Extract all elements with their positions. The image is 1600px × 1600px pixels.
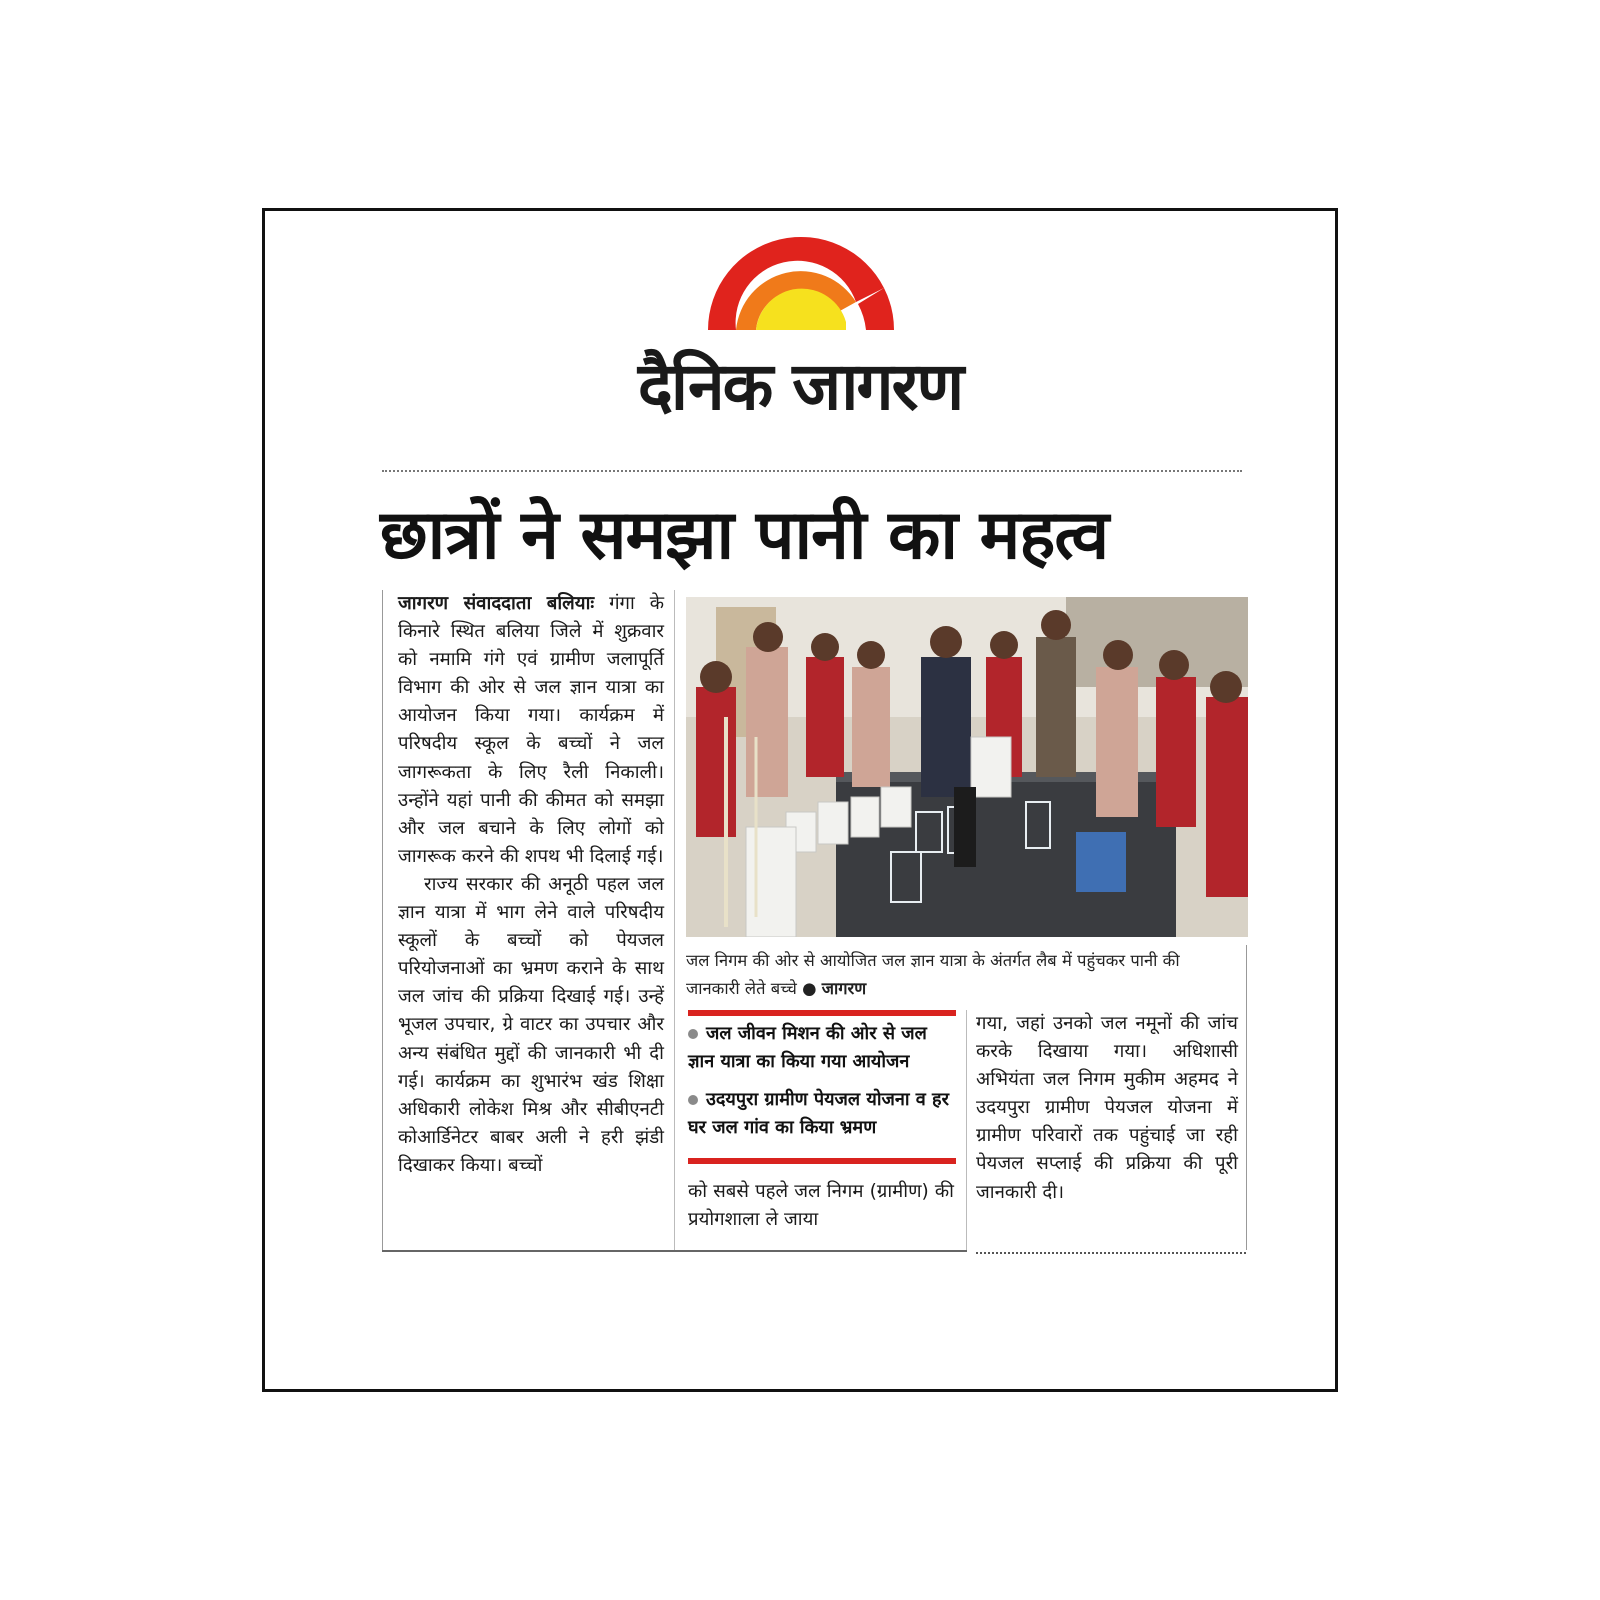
article-headline: छात्रों ने समझा पानी का महत्व [380, 496, 1109, 575]
highlight-bottom-bar [688, 1158, 956, 1164]
article-paragraph-1 [398, 590, 664, 871]
column-rule [1246, 945, 1247, 1250]
column-rule [674, 590, 675, 1250]
masthead-title: दैनिक जागरण [637, 348, 963, 425]
article-paragraph-2: राज्य सरकार की अनूठी पहल जल ज्ञान यात्रा में भाग लेने वाले परिषदीय स्कूलों के बच्चों को पेयजल परियोजनाओं का भ्रमण कराने के साथ जल जांच की प्रक्रिया दिखाई गई। उन्हें भूजल उपचार, ग्रे वाटर का उपचार और अन्य संबंधित मुद्दों की जानकारी भी दी गई। कार्यक्रम का शुभारंभ खंड शिक्षा अधिकारी लोकेश मिश्र और सीबीएनटी कोआर्डिनेटर बाबर अली ने हरी झंडी दिखाकर किया। बच्चों [398, 873, 664, 1176]
photo-credit: जागरण [821, 979, 867, 998]
photo-caption [686, 947, 1206, 1003]
article-column-1 [398, 590, 664, 1180]
article-column-2-continued: को सबसे पहले जल निगम (ग्रामीण) की प्रयोगशाला ले जाया [688, 1181, 954, 1231]
dainik-jagran-logo [706, 234, 896, 330]
lab-photo-illustration [686, 597, 1248, 937]
clip-bottom-edge [976, 1252, 1246, 1258]
bullet-icon [688, 1095, 698, 1105]
column-rule [966, 1010, 967, 1250]
caption-text: जल निगम की ओर से आयोजित जल ज्ञान यात्रा के अंतर्गत लैब में पहुंचकर पानी की जानकारी लेते बच्चे [686, 951, 1180, 998]
bottom-rule [382, 1250, 967, 1252]
highlight-item [688, 1086, 956, 1142]
highlight-text: जल जीवन मिशन की ओर से जल ज्ञान यात्रा का किया गया आयोजन [688, 1023, 927, 1072]
highlight-top-bar [688, 1010, 956, 1016]
clip-top-edge [382, 470, 1242, 478]
byline: जागरण संवाददाता बलियाः [398, 593, 595, 614]
highlight-item [688, 1020, 956, 1076]
article-column-3: गया, जहां उनको जल नमूनों की जांच करके दिखाया गया। अधिशासी अभियंता जल निगम मुकीम अहमद ने उदयपुरा ग्रामीण पेयजल योजना में ग्रामीण परिवारों तक पहुंचाई जा रही पेयजल सप्लाई की प्रक्रिया की पूरी जानकारी दी। [976, 1013, 1238, 1203]
bullet-icon [688, 1029, 698, 1039]
column-rule [382, 590, 383, 1250]
article-photo [686, 597, 1248, 937]
highlight-text: उदयपुरा ग्रामीण पेयजल योजना व हर घर जल गांव का किया भ्रमण [688, 1089, 949, 1138]
caption-bullet: ● [796, 979, 822, 998]
paragraph-text: गंगा के किनारे स्थित बलिया जिले में शुक्रवार को नमामि गंगे एवं ग्रामीण जलापूर्ति विभाग की ओर से जल ज्ञान यात्रा का आयोजन किया गया। कार्यक्रम में परिषदीय स्कूल के बच्चों ने जल जागरूकता के लिए रैली निकाली। उन्होंने यहां पानी की कीमत को समझा और जल बचाने के लिए लोगों को जागरूक करने की शपथ भी दिलाई गई। [398, 593, 664, 867]
highlight-box [688, 1010, 956, 1170]
